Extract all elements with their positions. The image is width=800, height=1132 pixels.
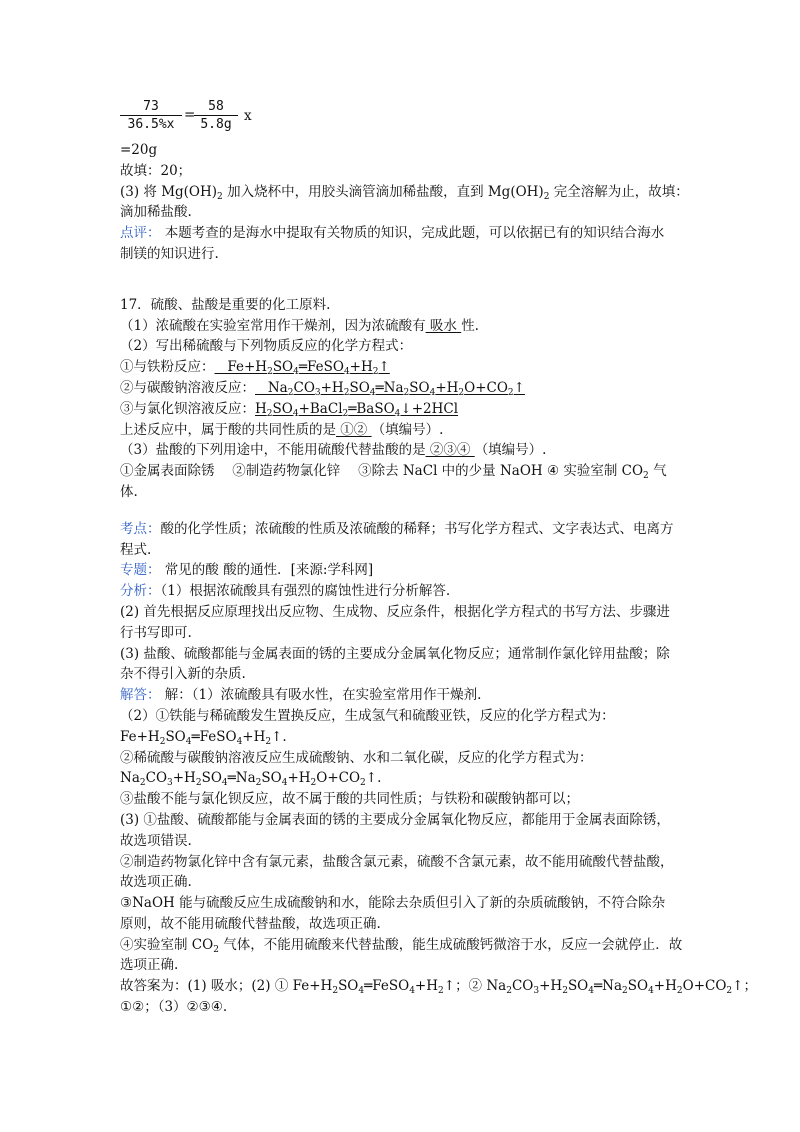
common-property-line: 上述反应中，属于酸的共同性质的是 ①② （填编号）. [120,421,444,438]
spacer [120,503,700,519]
answer-label: 解答： [120,687,161,704]
comment-label: 点评： [120,225,161,242]
document-page [120,96,757,1018]
kaodian-label: 考点： [120,520,161,537]
spacer [120,265,700,295]
answer-2: （2）①铁能与稀硫酸发生置换反应，生成氢气和硫酸亚铁，反应的化学方程式为： [120,707,615,724]
analysis-3-cont: 杂不得引入新的杂质. [120,666,246,683]
answer-4-cont: 故选项正确. [120,874,192,891]
fraction-right [194,98,238,134]
topic-label: 专题： [120,562,161,579]
fraction-equation [120,96,700,140]
answer-4: ②制造药物氯化锌中含有氯元素，盐酸含氯元素，硫酸不含氯元素，故不能用硫酸代替盐酸， [120,853,674,870]
answer-5: ③NaOH 能与硫酸反应生成硫酸钠和水，能除去杂质但引入了新的杂质硫酸钠，不符合除杂 [120,895,666,912]
final-answer-line: 故答案为：(1) 吸水；(2) ① $Fe+H_2SO_4═FeSO_4+H_2↑$；② $Na_2CO_3+H_2SO_4═Na_2SO_4+H_2O+CO_2↑$； [120,978,757,997]
answer-blank: ①② [336,421,372,438]
analysis-label: 分析： [120,583,161,600]
answer-2b: ②稀硫酸与碳酸钠溶液反应生成硫酸钠、水和二氧化碳，反应的化学方程式为： [120,749,593,766]
q3-line: (3) 将 $Mg(OH)_2$ 加入烧杯中，用胶头滴管滴加稀盐酸，直到 $Mg(OH)_2$ 完全溶解为止，故填： [120,183,689,202]
equation-iron: $Fe+H_2SO_4═FeSO_4+H_2↑$. [120,728,287,747]
q17-part2: （2）写出稀硫酸与下列物质反应的化学方程式： [120,338,413,355]
answer-blank: $H_2SO_4+BaCl_2═BaSO_4↓+2HCl$ [255,400,459,419]
kaodian-cont: 程式. [120,541,152,558]
final-answer-cont: ①②；（3）②③④. [120,999,228,1016]
answer-line: 解答： 解：（1）浓硫酸具有吸水性，在实验室常用作干燥剂. [120,687,482,704]
result-line: =20g [120,142,158,158]
equals-sign: = [184,107,196,123]
analysis-2-cont: 行书写即可. [120,624,192,641]
comment-cont: 制镁的知识进行. [120,245,219,262]
fraction-denominator: 36.5%x [127,117,175,132]
analysis-2: (2) 首先根据反应原理找出反应物、生成物、反应条件，根据化学方程式的书写方法、步骤进 [120,603,670,620]
reaction-barium-chloride: ③与氯化钡溶液反应：$H_2SO_4+BaCl_2═BaSO_4↓+2HCl$ [120,400,459,419]
reaction-sodium-carbonate: ②与碳酸钠溶液反应： $Na_2CO_3+H_2SO_4═Na_2SO_4+H_2O+CO_2↑$ [120,379,525,398]
fill-answer-line: 故填：20； [120,162,192,179]
question-17-title: 17．硫酸、盐酸是重要的化工原料. [120,296,331,313]
fraction-numerator: 73 [143,99,159,114]
answer-5-cont: 原则，故不能用硫酸代替盐酸，故选项正确. [120,915,381,932]
fraction-left [120,98,182,134]
variable-x: x [244,108,252,124]
equation-sodium-carbonate: $Na_2CO_3+H_2SO_4═Na_2SO_4+H_2O+CO_2↑$. [120,770,382,789]
answer-blank: $Fe+H_2SO_4═FeSO_4+H_2↑$ [214,359,390,378]
topic-line: 专题： 常见的酸 酸的通性．[来源:学科网] [120,562,374,579]
answer-blank: ②③④ [425,442,475,459]
fraction-numerator: 58 [208,99,224,114]
answer-3: (3) ①盐酸、硫酸都能与金属表面的锈的主要成分金属氧化物反应，都能用于金属表面除锈， [120,811,670,828]
answer-3-cont: 故选项错误. [120,832,192,849]
answer-2c: ③盐酸不能与氯化钡反应，故不属于酸的共同性质；与铁粉和碳酸钠都可以； [120,791,579,808]
analysis-3: (3) 盐酸、硫酸都能与金属表面的锈的主要成分金属氧化物反应；通常制作氯化锌用盐酸；除 [120,645,670,662]
answer-blank: $Na_2CO_3+H_2SO_4═Na_2SO_4+H_2O+CO_2↑$ [255,379,525,398]
analysis-line: 分析：（1）根据浓硫酸具有强烈的腐蚀性进行分析解答. [120,583,451,600]
comment-line: 点评： 本题考查的是海水中提取有关物质的知识，完成此题，可以依据已有的知识结合海水 [120,225,665,242]
answer-blank: 吸水 [425,317,462,334]
kaodian-line: 考点：酸的化学性质；浓硫酸的性质及浓硫酸的稀释；书写化学方程式、文字表达式、电离方 [120,520,674,537]
answer-6: ④实验室制 $CO_2$ 气体，不能用硫酸来代替盐酸，能生成硫酸钙微溶于水，反应一会就停止．故 [120,936,683,955]
fraction-denominator: 5.8g [200,117,232,132]
reaction-iron: ①与铁粉反应： $Fe+H_2SO_4═FeSO_4+H_2↑$ [120,359,390,378]
answer-6-cont: 选项正确. [120,957,179,974]
options-line: ①金属表面除锈 ②制造药物氯化锌 ③除去 NaCl 中的少量 NaOH ④ 实验室制 $CO_2$ 气 [120,463,667,482]
q17-part3: （3）盐酸的下列用途中，不能用硫酸代替盐酸的是 ②③④ （填编号）. [120,442,547,459]
options-cont: 体. [120,483,138,500]
q17-part1: （1）浓硫酸在实验室常用作干燥剂，因为浓硫酸有 吸水 性. [120,317,479,334]
q3-cont: 滴加稀盐酸. [120,204,192,221]
